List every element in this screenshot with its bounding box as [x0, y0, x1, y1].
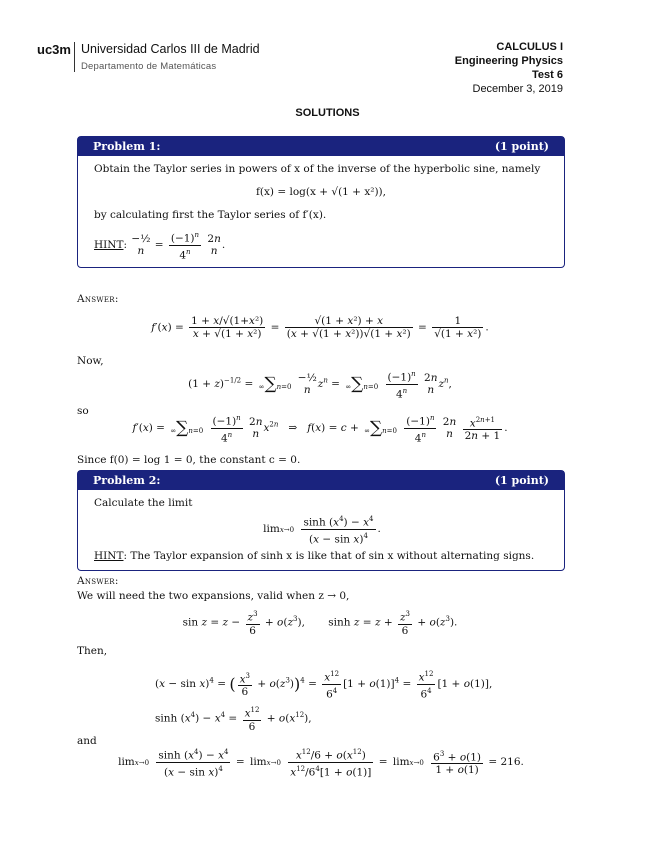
problem-1-body [78, 156, 564, 267]
binomial-series: $(1 + z)^{-1/2} = \infty\sum n=0$ −½ n $z^n = \infty\sum n=0$ $\frac{(-1)^n}{4^n}$ 2n n $z^n$, [188, 370, 452, 400]
sin-sinh-expansions: sin z = z − $\frac{z^3}{6}$ + $o(z^3)$, sinh z = z + $\frac{z^3}{6}$ + $o(z^3)$. [182, 610, 458, 637]
numerator-expansion: $\sinh (x^4) - x^4$ = $\frac{x^{12}}{6}$ + $o(x^{12})$, [155, 706, 312, 733]
problem-1-points: (1 point) [494, 140, 549, 153]
degree-name: Engineering Physics [454, 55, 563, 67]
limit-result: limx→0 $\frac{\sinh (x^4) - x^4}{(x - \sin x)^4}$ = limx→0 $\frac{x^{12}/6 + o(x^{12})}{x^{12}/6^4[1 + o(1)]}$ = limx→0 $\frac{6^3 + o(1)}{1 + o(1)}$ = 216. [118, 748, 524, 778]
expansions-intro: We will need the two expansions, valid when z → 0, [77, 590, 350, 602]
answer-1-label: Answer: [77, 293, 119, 305]
test-date: December 3, 2019 [472, 83, 563, 95]
problem-1-followup: by calculating first the Taylor series of f′(x). [94, 209, 327, 221]
so-text: so [77, 405, 89, 417]
problem-2-header [78, 471, 564, 490]
problem-2-label: Problem 2: [93, 474, 161, 487]
series-result: f′(x) = ∞∑n=0 $\frac{(-1)^n}{4^n}$ 2n n $x^{2n}$ ⇒ f(x) = c + ∞∑n=0 $\frac{(-1)^n}{4^n}$ 2n n $\frac{x^{2n+1}}{2n + 1}$ . [132, 414, 508, 444]
constant-conclusion: Since f(0) = log 1 = 0, the constant c = 0. [77, 454, 301, 466]
problem-2-body [78, 490, 564, 570]
department-name: Departamento de Matemáticas [81, 61, 217, 72]
page-title: SOLUTIONS [295, 107, 360, 119]
hint-label: HINT [94, 239, 124, 251]
now-text: Now, [77, 355, 104, 367]
limit-value: 216 [500, 756, 521, 768]
problem-1-hint: HINT: −½ n = $\frac{(-1)^n}{4^n}$ 2n n . [94, 231, 226, 261]
hint-label-2: HINT [94, 550, 124, 562]
problem-2-box [77, 470, 565, 571]
problem-2-limit: limx→0 $\frac{\sinh (x^4) - x^4}{(x - \sin x)^4}$ . [263, 515, 381, 545]
then-text: Then, [77, 645, 108, 657]
and-text: and [77, 735, 97, 747]
problem-1-box [77, 136, 565, 268]
problem-1-header [78, 137, 564, 156]
course-info [455, 40, 563, 96]
answer-2-label: Answer: [77, 575, 119, 587]
problem-2-points: (1 point) [494, 474, 549, 487]
course-name: CALCULUS I [496, 41, 563, 53]
hint-text-2: : The Taylor expansion of sinh x is like that of sin x without alternating signs. [123, 550, 535, 562]
derivative-equation: f′(x) = $\frac{\text{1 + x/√(1+x²)}}{\text{x + √(1 + x²)}}$ = $\frac{\text{√(1 + x²) + x}}{\text{(x + √(1 + x²))√(1 + x²)}}$ = $\frac{1}{\text{√(1 + x²)}}$ . [151, 315, 489, 340]
problem-1-formula: f(x) = log(x + √(1 + x²)), [256, 186, 386, 198]
logo-divider [74, 42, 75, 72]
problem-1-label: Problem 1: [93, 140, 161, 153]
problem-2-hint [94, 549, 548, 564]
problem-2-statement: Calculate the limit [94, 497, 193, 509]
university-name: Universidad Carlos III de Madrid [81, 42, 260, 56]
logo-mark: uc3m [37, 42, 71, 57]
problem-1-statement: Obtain the Taylor series in powers of x of the inverse of the hyperbolic sine, namely [94, 163, 541, 175]
denominator-expansion: $(x - \sin x)^4$ = ( $\frac{x^3}{6}$ + $o(z^3))^4$ = $\frac{x^{12}}{6^4}$ $[1 + o(1)]^4$ = $\frac{x^{12}}{6^4}$ [1 + o(1)], [155, 670, 493, 700]
test-number: Test 6 [532, 69, 563, 81]
